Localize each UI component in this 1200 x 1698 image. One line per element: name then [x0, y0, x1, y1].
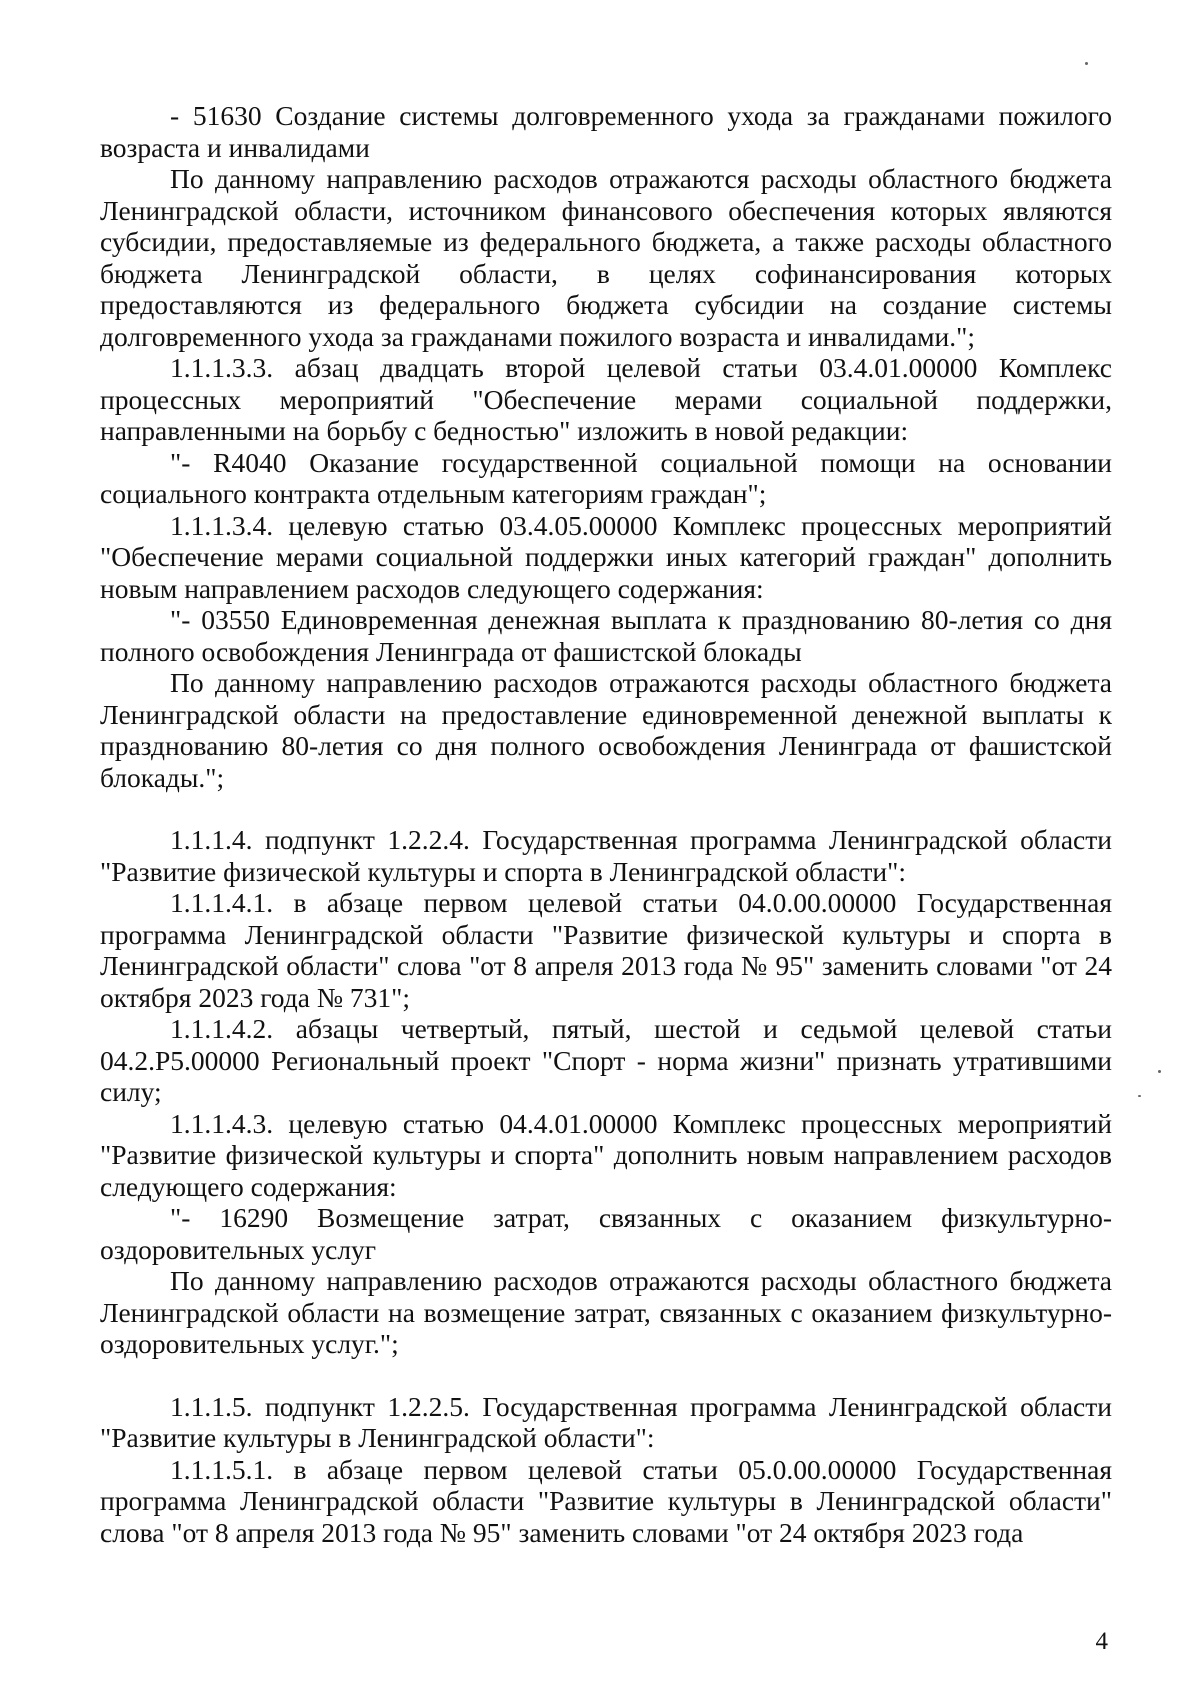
scan-speck: [1158, 1070, 1161, 1073]
paragraph: "- R4040 Оказание государственной социальной помощи на основании социального контракта отдельным категориям граждан";: [100, 446, 1112, 509]
paragraph: 1.1.1.3.4. целевую статью 03.4.05.00000 Комплекс процессных мероприятий "Обеспечение мерами социальной поддержки иных категорий граждан" дополнить новым направлением расходов следующего содержания:: [100, 509, 1112, 604]
scan-speck: [1138, 1095, 1141, 1097]
paragraph: 1.1.1.3.3. абзац двадцать второй целевой статьи 03.4.01.00000 Комплекс процессных мероприятий "Обеспечение мерами социальной поддержки, направленными на борьбу с бедностью" изложить в новой редакции:: [100, 352, 1112, 446]
paragraph: По данному направлению расходов отражаются расходы областного бюджета Ленинградской области, источником финансового обеспечения которых являются субсидии, предоставляемые из федерального бюджета, а также расходы областного бюджета Ленинградской области, в целях софинансирования которых предоставляются из федерального бюджета субсидии на создание системы долговременного ухода за гражданами пожилого возраста и инвалидами.";: [100, 163, 1112, 352]
paragraph: "- 03550 Единовременная денежная выплата к празднованию 80-летия со дня полного освобождения Ленинграда от фашистской блокады: [100, 604, 1112, 667]
paragraph: 1.1.1.4.3. целевую статью 04.4.01.00000 Комплекс процессных мероприятий "Развитие физической культуры и спорта" дополнить новым направлением расходов следующего содержания:: [100, 1107, 1112, 1202]
paragraph: 1.1.1.5. подпункт 1.2.2.5. Государственная программа Ленинградской области "Развитие культуры в Ленинградской области":: [100, 1390, 1112, 1453]
paragraph: 1.1.1.4.2. абзацы четвертый, пятый, шестой и седьмой целевой статьи 04.2.Р5.00000 Региональный проект "Спорт - норма жизни" признать утратившими силу;: [100, 1013, 1112, 1107]
scan-speck: [1085, 62, 1088, 65]
paragraph: 1.1.1.5.1. в абзаце первом целевой статьи 05.0.00.00000 Государственная программа Ленинградской области "Развитие культуры в Ленинградской области" слова "от 8 апреля 2013 года № 95" заменить словами "от 24 октября 2023 года: [100, 1453, 1112, 1548]
paragraph: По данному направлению расходов отражаются расходы областного бюджета Ленинградской области на предоставление единовременной денежной выплаты к празднованию 80-летия со дня полного освобождения Ленинграда от фашистской блокады.";: [100, 667, 1112, 793]
paragraph: - 51630 Создание системы долговременного ухода за гражданами пожилого возраста и инвалидами: [100, 100, 1112, 163]
paragraph: 1.1.1.4.1. в абзаце первом целевой статьи 04.0.00.00000 Государственная программа Ленинградской области "Развитие физической культуры и спорта в Ленинградской области" слова "от 8 апреля 2013 года № 95" заменить словами "от 24 октября 2023 года № 731";: [100, 887, 1112, 1013]
paragraph: "- 16290 Возмещение затрат, связанных с оказанием физкультурно-оздоровительных услуг: [100, 1202, 1112, 1265]
paragraph: По данному направлению расходов отражаются расходы областного бюджета Ленинградской области на возмещение затрат, связанных с оказанием физкультурно-оздоровительных услуг.";: [100, 1265, 1112, 1359]
document-body: [100, 100, 1112, 1548]
paragraph: 1.1.1.4. подпункт 1.2.2.4. Государственная программа Ленинградской области "Развитие физической культуры и спорта в Ленинградской области":: [100, 824, 1112, 887]
page-number: 4: [1095, 1628, 1108, 1655]
